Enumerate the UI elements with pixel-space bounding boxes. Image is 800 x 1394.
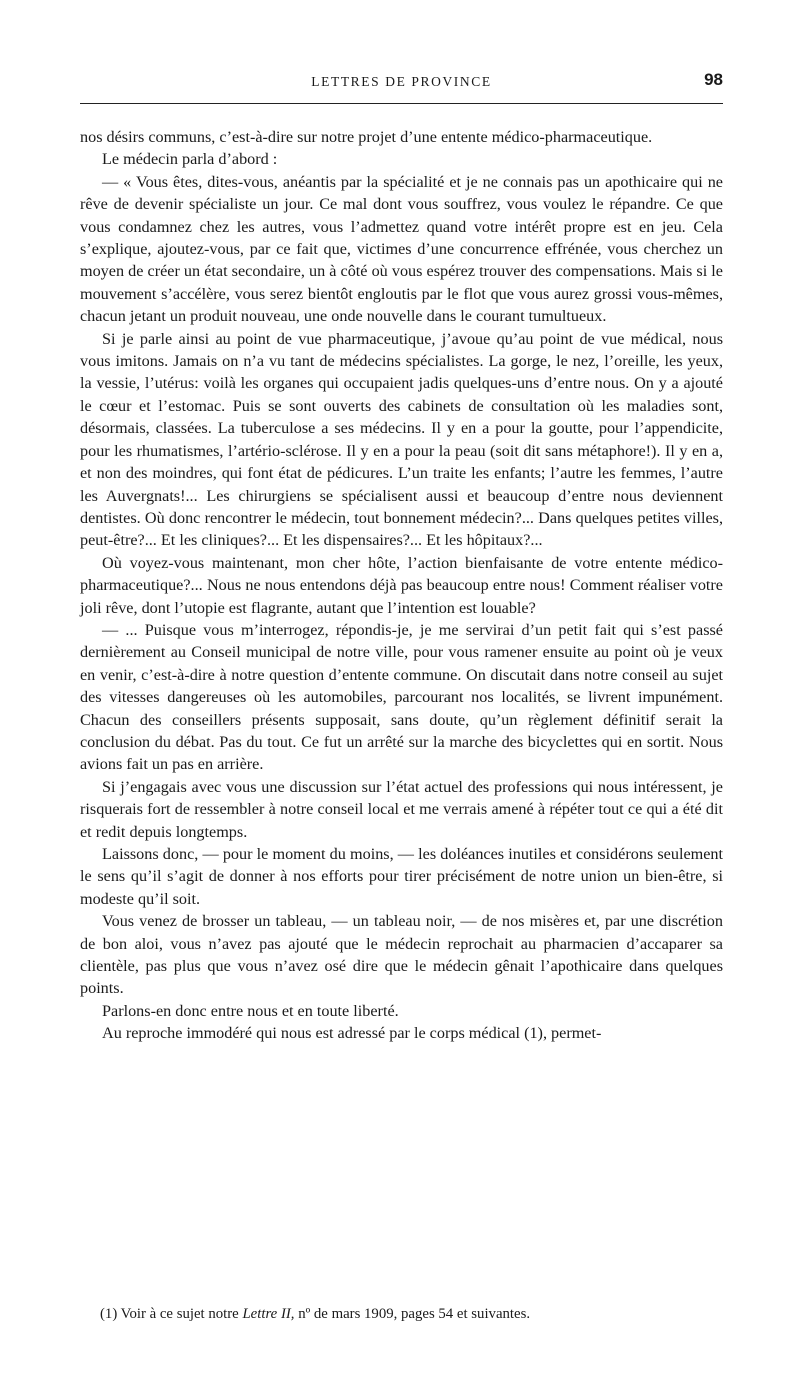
paragraph: Au reproche immodéré qui nous est adressé par le corps médical (1), permet- bbox=[102, 1024, 602, 1043]
footnote-prefix: (1) Voir à ce sujet notre bbox=[100, 1306, 243, 1322]
paragraph: Si je parle ainsi au point de vue pharmaceutique, j’avoue qu’au point de vue médical, nous vous imitons. Jamais on n’a vu tant de médecins spécialistes. La gorge, le nez, l’oreille, les yeux, la vessie, l’utérus: voilà les organes qui occupaient jadis quelques-uns d’entre nous. On y a ajouté le cœur et l’estomac. Puis se sont ouverts des cabinets de consultation où les maladies sont, désormais, classées. La tuberculose a ses médecins. Il y en a pour la goutte, pour l’appendicite, pour les rhumatismes, l’artério-sclérose. Il y en a pour la peau (soit dit sans métaphore!). Il y en a, et non des moindres, qui font état de pédicures. L’un traite les enfants; l’autre les femmes, l’autre les Auvergnats!... Les chirurgiens se spécialisent aussi et beaucoup d’entre nous deviennent dentistes. Où donc rencontrer le médecin, tout bonnement médecin?... Dans quelques petites villes, peut-être?... Et les cliniques?... Et les dispensaires?... Et les hôpitaux?... bbox=[80, 329, 723, 550]
paragraph: Vous venez de brosser un tableau, — un tableau noir, — de nos misères et, par une discrétion de bon aloi, vous n’avez pas ajouté que le médecin reprochait au pharmacien d’accaparer sa clientèle, pas plus que vous n’avez osé dire que le médecin gênait l’apothicaire dans quelques points. bbox=[80, 912, 723, 998]
header-rule bbox=[80, 103, 723, 104]
paragraph: Où voyez-vous maintenant, mon cher hôte, l’action bienfaisante de votre entente médico-pharmaceutique?... Nous ne nous entendons déjà pas beaucoup entre nous! Comment réaliser votre joli rêve, dont l’utopie est flagrante, autant que l’intention est louable? bbox=[80, 553, 723, 617]
paragraph: — ... Puisque vous m’interrogez, répondis-je, je me servirai d’un petit fait qui s’est passé dernièrement au Conseil municipal de notre ville, pour vous ramener ensuite au point où je veux en venir, c’est-à-dire à notre question d’entente commune. On discutait dans notre conseil au sujet des vitesses dangereuses où les automobiles, parcourant nos localités, se livrent impunément. Chacun des conseillers présents supposait, sans doute, qu’un règlement définitif serait la conclusion du débat. Pas du tout. Ce fut un arrêté sur la marche des bicyclettes qui en sortit. Nous avions fait un pas en arrière. bbox=[80, 620, 723, 774]
paragraph: Laissons donc, — pour le moment du moins, — les doléances inutiles et considérons seulement le sens qu’il s’agit de donner à nos efforts pour tirer précisément de notre union un bien-être, si modeste qu’il soit. bbox=[80, 845, 723, 908]
page-number: 98 bbox=[704, 70, 723, 89]
running-title: LETTRES DE PROVINCE bbox=[311, 74, 492, 89]
paragraph: Le médecin parla d’abord : bbox=[102, 150, 278, 169]
book-page bbox=[80, 0, 723, 1394]
footnote bbox=[100, 1304, 723, 1324]
paragraph: Si j’engagais avec vous une discussion sur l’état actuel des professions qui nous intéressent, je risquerais fort de ressembler à notre conseil local et me verrais amené à répéter tout ce qui a été dit et redit depuis longtemps. bbox=[80, 777, 723, 841]
body-text bbox=[80, 126, 723, 1045]
paragraph: Parlons-en donc entre nous et en toute liberté. bbox=[102, 1001, 399, 1020]
running-head bbox=[80, 72, 723, 94]
footnote-title: Lettre II, bbox=[242, 1306, 295, 1322]
paragraph-continuation: nos désirs communs, c’est-à-dire sur notre projet d’une entente médico-pharmaceutique. bbox=[80, 128, 653, 146]
footnote-suffix: nº de mars 1909, pages 54 et suivantes. bbox=[294, 1306, 531, 1322]
paragraph: — « Vous êtes, dites-vous, anéantis par la spécialité et je ne connais pas un apothicaire qui ne rêve de devenir spécialiste un jour. Ce mal dont vous souffrez, vous voulez le répandre. Ce que vous condamnez chez les autres, vous l’admettez quand votre intérêt propre est en jeu. Cela s’explique, ajoutez-vous, par ce fait que, victimes d’une concurrence effrénée, vous cherchez un moyen de créer un état secondaire, un à côté où vous espérez trouver des compensations. Mais si le mouvement s’accélère, vous serez bientôt engloutis par le flot que vous aurez grossi vous-mêmes, chacun jetant un produit nouveau, une onde nouvelle dans le courant tumultueux. bbox=[80, 172, 723, 326]
